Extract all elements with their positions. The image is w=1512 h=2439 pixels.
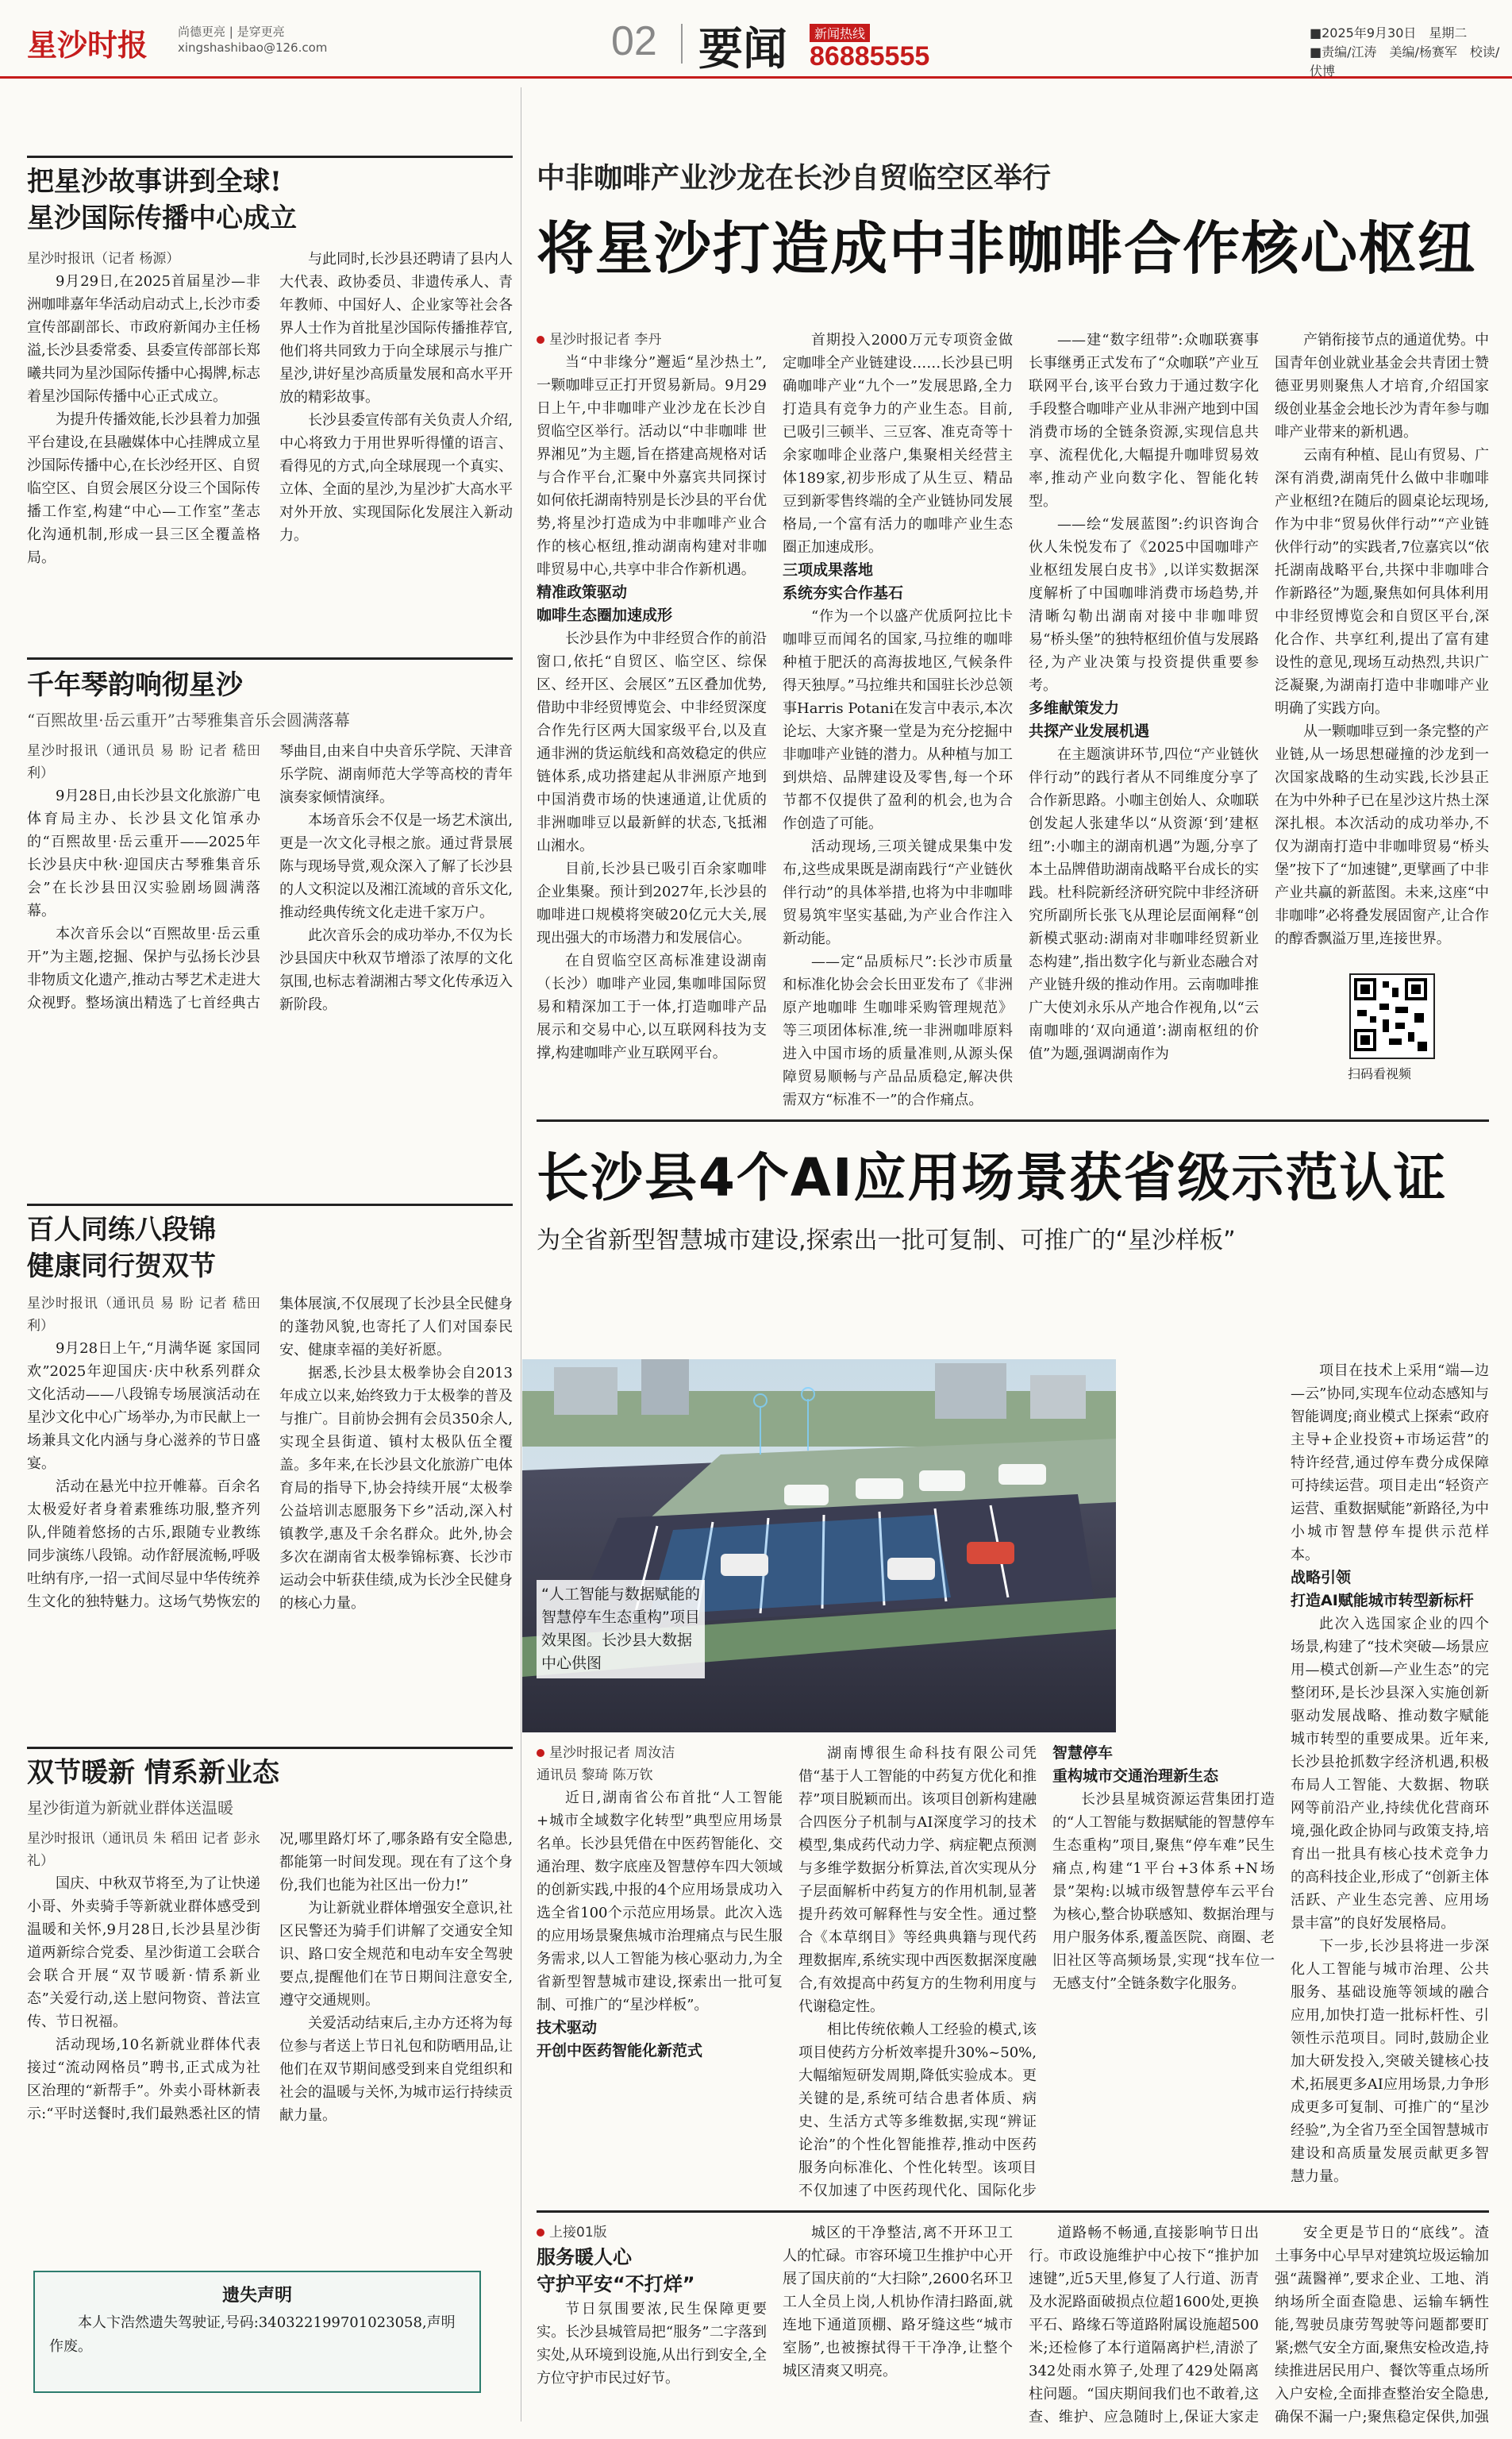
headline: 服务暖人心: [537, 2246, 632, 2268]
ai-column-2: [798, 1742, 1037, 2199]
divider: [681, 24, 683, 64]
headline: 健康同行贺双节: [27, 1250, 216, 1282]
paragraph: 活动现场,10名新就业群体代表接过“流动网格员”聘书,正式成为社区治理的“新帮手”。外卖小哥林新表示:“平时送餐时,我们最熟悉社区的情况,哪里路灯坏了,哪条路有安全隐患,都能第一时间发现。现在有了这个身份,我们也能为社区出一份力!”: [27, 1831, 513, 2122]
ai-column-1: [537, 1742, 783, 2199]
headline: 守护平安“不打烊”: [537, 2273, 695, 2295]
bullet-icon: [537, 1749, 544, 1757]
hotline-number: 86885555: [810, 41, 930, 71]
headline: 把星沙故事讲到全球!: [27, 166, 282, 198]
subhead: 共探产业发展机遇: [1029, 722, 1150, 740]
paragraph: 目前,长沙县已吸引百余家咖啡企业集聚。预计到2027年,长沙县的咖啡进口规模将突破20亿元大关,展现出强大的市场潜力和发展信心。: [537, 861, 767, 946]
section-title: 要闻: [698, 24, 787, 75]
paragraph: 9月28日上午,“月满华诞 家国同欢”2025年迎国庆·庆中秋系列群众文化活动——八段锦专场展演活动在星沙文化中心广场举办,为市民献上一场兼具文化内涵与身心滋养的节日盛宴。: [27, 1340, 260, 1472]
masthead-slogan: [178, 24, 327, 56]
subhead: 咖啡生态圈加速成形: [537, 607, 673, 624]
paragraph: 在自贸临空区高标准建设湖南（长沙）咖啡产业园,集咖啡国际贸易和精深加工于一体,打造咖啡产品展示和交易中心,以互联网科技为支撑,构建咖啡产业互联网平台。: [537, 953, 767, 1062]
hotline-label: 新闻热线: [810, 24, 870, 42]
paragraph: 为让新就业群体增强安全意识,社区民警还为骑手们讲解了交通安全知识、路口安全规范和电动车安全驾驶要点,提醒他们在节日期间注意安全,遵守交通规则。: [279, 1900, 513, 2009]
subhead: 精准政策驱动: [537, 584, 628, 601]
headline: 千年琴韵响彻星沙: [27, 669, 243, 701]
byline: 星沙时报讯（通讯员 易 盼 记者 嵇田利）: [27, 1296, 260, 1334]
paragraph: 相比传统依赖人工经验的模式,该项目使药方分析效率提升30%~50%,大幅缩短研发周期,降低实验成本。更关键的是,系统可结合患者体质、病史、生活方式等多维数据,实现“辨证论治”的个性化智能推荐,推动中医药服务向标准化、个性化转型。该项目不仅加速了中医药现代化、国际化步: [798, 2021, 1037, 2199]
article-body: [27, 1828, 513, 2280]
paragraph: 此次音乐会的成功举办,不仅为长沙县国庆中秋双节增添了浓厚的文化氛围,也标志着湖湘古琴文化传承迈入新阶段。: [279, 927, 513, 1013]
rule: [537, 1119, 1489, 1122]
notice-text: 本人卞浩然遗失驾驶证,号码:340322199701023058,声明作废。: [49, 2314, 456, 2355]
subhead: 重构城市交通治理新生态: [1052, 1767, 1219, 1785]
photo-caption: “人工智能与数据赋能的智慧停车生态重构”项目效果图。长沙县大数据中心供图: [537, 1580, 705, 1678]
subhead: 打造AI赋能城市转型新标杆: [1291, 1592, 1474, 1609]
headline: 百人同练八段锦: [27, 1214, 216, 1246]
rule: [27, 156, 513, 158]
paragraph: 长沙县委宣传部有关负责人介绍,中心将致力于用世界听得懂的语言、看得见的方式,向全球展现一个真实、立体、全面的星沙,为星沙扩大高水平对外开放、实现国际化发展注入新动力。: [279, 412, 513, 544]
paragraph: 产销衔接节点的通道优势。中国青年创业就业基金会共青团士赞德亚男则聚焦人才培育,介绍国家级创业基金会地长沙为青年参与咖啡产业带来的新机遇。: [1275, 332, 1489, 441]
subhead: 智慧停车: [1052, 1744, 1114, 1762]
bullet-icon: [537, 2229, 544, 2237]
paragraph: 活动在悬光中拉开帷幕。百余名太极爱好者身着素雅练功服,整齐列队,伴随着悠扬的古乐,跟随专业教练同步演练八段锦。动作舒展流畅,呼吸吐纳有序,一招一式间尽显中华传统养生文化的独特魅力。这场气势恢宏的集体展演,不仅展现了长沙县全民健身的蓬勃风貌,也寄托了人们对国泰民安、健康幸福的美好祈愿。: [27, 1296, 513, 1610]
rule: [27, 1747, 513, 1749]
paragraph: 长沙县星城资源运营集团打造的“人工智能与数据赋能的智慧停车生态重构”项目,聚焦“停车难”民生痛点,构建“1平台+3体系+N场景”架构:以城市级智慧停车云平台为核心,整合协联感知、数据治理与用户服务体系,覆盖医院、商圈、老旧社区等高频场景,实现“找车位一无感支付”全链条数字化服务。: [1052, 1791, 1275, 1992]
issue-date: ■2025年9月30日 星期二: [1310, 25, 1468, 40]
paragraph: 此次入选国家企业的四个场景,构建了“技术突破—场景应用—模式创新—产业生态”的完整闭环,是长沙县深入实施创新驱动发展战略、推动数字赋能城市转型的重要成果。近年来,长沙县抢抓数字经济机遇,积极布局人工智能、大数据、物联网等前沿产业,持续优化营商环境,强化政企协同与政策支持,培育出一批具有核心技术竞争力的高科技企业,形成了“创新主体活跃、产业生态完善、应用场景丰富”的良好发展格局。: [1291, 1616, 1489, 1932]
paragraph: 城区的干净整洁,离不开环卫工人的忙碌。市容环境卫生推护中心开展了国庆前的“大扫除”,2600名环卫工人全员上岗,人机协作清扫路面,就连地下通道顶棚、路牙缝这些“城市室肠”,也被擦拭得干干净净,让整个城区清爽又明亮。: [783, 2225, 1013, 2379]
headline: 双节暖新 情系新业态: [27, 1757, 279, 1789]
editor-credits: ■责编/江涛 美编/杨赛军 校读/伏博: [1310, 44, 1500, 79]
qr-code-icon: [1351, 975, 1430, 1054]
masthead: [0, 0, 1512, 79]
lost-notice: [33, 2271, 481, 2393]
paragraph: ——定“品质标尺”:长沙市质量和标准化协会会长田亚发布了《非洲原产地咖啡 生咖啡采购管理规范》等三项团体标准,统一非洲咖啡原料进入中国市场的质量准则,从源头保障贸易顺畅与产品品质稳定,解决供需双方“标准不一”的合作痛点。: [783, 954, 1013, 1107]
paragraph: 与此同时,长沙县还聘请了县内人大代表、政协委员、非遗传承人、青年教师、中国好人、企业家等社会各界人士作为首批星沙国际传播推荐官,他们将共同致力于向全球展示与推广星沙,讲好星沙高质量发展和高水平开放的精彩故事。: [279, 251, 513, 406]
paragraph: 安全更是节日的“底线”。渣土事务中心早早对建筑垃圾运输加强“蔬醫禅”,要求企业、工地、消纳场所全面查隐患、运输车辆性能,驾驶员康劳驾驶等问题都要盯紧;燃气安全方面,聚焦安检改造,持续推进居民用户、餐饮等重点场所入户安检,全面排查整治安全隐患,确保不漏一户;聚焦稳定保供,加强: [1275, 2225, 1489, 2426]
cont-column-4: [1275, 2221, 1489, 2431]
ai-subheadline: 为全省新型智慧城市建设,探索出一批可复制、可推广的“星沙样板”: [537, 1227, 1236, 1254]
byline: 通讯员 黎琦 陈万钦: [537, 1767, 653, 1783]
qr-caption: 扫码看视频: [1348, 1066, 1412, 1081]
paragraph: 在主题演讲环节,四位“产业链伙伴行动”的践行者从不同维度分享了合作新思路。小咖主创始人、众咖联创发起人张建华以“从资源‘到’建枢纽”:小咖主的湖南机遇”为题,分享了本土品牌借助湖南战略平台成长的实践。杜科院新经济研究院中非经济研究所副所长张飞从理论层面阐释“创新模式驱动:湖南对非咖啡经贸新业态构建”,指出数字化与新业态融合对产业链升级的推动作用。云南咖啡推广大使刘永乐从产地合作视角,以“云南咖啡的‘双向通道’:湖南枢纽的价值”为题,强调湖南作为: [1029, 746, 1259, 1062]
byline: [537, 329, 767, 351]
qr-code[interactable]: [1349, 973, 1435, 1059]
cont-column-2: [783, 2221, 1013, 2431]
lead-column-2: [783, 329, 1013, 1107]
lead-column-4: [1275, 329, 1489, 964]
paragraph: 道路畅不畅通,直接影响节日出行。市政设施维护中心按下“推护加速键”,近5天里,修复了人行道、沥青及水泥路面破损点位超1600处,更换平石、路缘石等道路附属设施超500米;还检修了本行道隔离护栏,清淤了342处雨水箅子,处理了429处隔离柱问题。“国庆期间我们也不敢着,这查、维护、应急随时上,保证大家走: [1029, 2225, 1259, 2426]
jump-line: [537, 2221, 767, 2244]
paragraph: 下一步,长沙县将进一步深化人工智能与城市治理、公共服务、基础设施等领域的融合应用,加快打造一批标杆性、引领性示范项目。同时,鼓励企业加大研发投入,突破关键核心技术,拓展更多AI应用场景,力争形成更多可复制、可推广的“星沙经验”,为全省乃至全国智慧城市建设和高质量发展贡献更多智慧力量。: [1291, 1938, 1489, 2185]
subhead: 三项成果落地: [783, 561, 874, 579]
story-baduanjin: [27, 1212, 513, 1721]
article-body: [27, 1293, 513, 1721]
cont-column-3: [1029, 2221, 1259, 2431]
ai-column-3: [1052, 1742, 1275, 2199]
paragraph: 长沙县作为中非经贸合作的前沿窗口,依托“自贸区、临空区、综保区、经开区、会展区”五区叠加优势,借助中非经贸博览会、中非经贸深度合作先行区两大国家级平台,以及直通非洲的货运航线和高效稳定的供应链体系,成功搭建起从非洲原产地到中国消费市场的快速通道,让优质的非洲咖啡豆以最新鲜的状态,飞抵湘山湘水。: [537, 630, 767, 854]
paragraph: 9月28日,由长沙县文化旅游广电体育局主办、长沙县文化馆承办的“百煕故里·岳云重开——2025年长沙县庆中秋·迎国庆古琴雅集音乐会”在长沙县田汉实验剧场圆满落幕。: [27, 788, 260, 919]
lead-story-header: [537, 156, 1489, 285]
lead-column-1: [537, 329, 767, 1107]
paragraph: 近日,湖南省公布首批“人工智能+城市全域数字化转型”典型应用场景名单。长沙县凭借在中医药智能化、交通治理、数字底座及智慧停车四大领域的创新实践,中报的4个应用场景成功入选全省100个示范应用场景。此次入选的应用场景聚焦城市治理痛点与民生服务需求,以人工智能为核心驱动力,为全省新型智慧城市建设,探索出一批可复制、可推广的“星沙样板”。: [537, 1790, 783, 2013]
paragraph: 为提升传播效能,长沙县着力加强平台建设,在县融媒体中心挂牌成立星沙国际传播中心,在长沙经开区、自贸临空区、自贸会展区分设三个国际传播工作室,构建“中心—工作室”垄志化沟通机制,形成一县三区全覆盖格局。: [27, 411, 260, 566]
jump-text: 上接01版: [549, 2225, 607, 2241]
paragraph: 本次音乐会以“百煕故里·岳云重开”为主题,挖掘、保护与弘扬长沙县非物质文化遗产,推动古琴艺术走进大众视野。整场演出精选了七首经典古琴曲目,由来自中央音乐学院、天津音乐学院、湖南师范大学等高校的青年演奏家倾情演绎。: [27, 743, 513, 1011]
ai-story-header: [537, 1135, 1489, 1255]
kicker: 中非咖啡产业沙龙在长沙自贸临空区举行: [537, 162, 1052, 195]
subhead: 多维献策发力: [1029, 699, 1120, 717]
subhead: 战略引领: [1291, 1569, 1352, 1586]
paragraph: 云南有种植、昆山有贸易、广深有消费,湖南凭什么做中非咖啡产业枢纽?在随后的圆桌论坛现场,作为中非“贸易伙伴行动”“产业链伙伴行动”的实践者,7位嘉宾以“依托湖南战略平台,共探中非咖啡合作新路径”为题,聚焦如何具体利用中非经贸博览会和自贸区平台,深化合作、共享红利,提出了富有建设性的意见,现场互动热烈,共识广泛凝聚,为湖南打造中非咖啡产业明确了实践方向。: [1275, 447, 1489, 717]
story-guqin-concert: [27, 667, 513, 1185]
newspaper-logo: 星沙时报: [27, 27, 148, 63]
paragraph: 9月29日,在2025首届星沙—非洲咖啡嘉年华活动启动式上,长沙市委宣传部副部长、市政府新闻办主任杨溢,长沙县委常委、县委宣传部部长郑曦共同为星沙国际传播中心揭牌,标志着星沙国际传播中心正式成立。: [27, 273, 260, 405]
paragraph: 活动现场,三项关键成果集中发布,这些成果既是湖南践行“产业链伙伴行动”的具体举措,也将为中非咖啡贸易筑牢坚实基础,为产业合作注入新动能。: [783, 838, 1013, 947]
story-new-employment: [27, 1755, 513, 2280]
paragraph: 据悉,长沙县太极拳协会自2013年成立以来,始终致力于太极拳的普及与推广。目前协会拥有会员350余人,实现全县街道、镇村太极队伍全覆盖。多年来,在长沙县文化旅游广电体育局的指导下,协会持续开展“太极拳公益培训志愿服务下乡”活动,深入村镇教学,惠及千余名群众。此外,协会多次在湖南省太极拳锦标赛、长沙市运动会中斩获佳绩,成为长沙全民健身的核心力量。: [279, 1365, 513, 1612]
slogan-line: 尚德更亮 | 是穿更亮: [178, 25, 285, 39]
contact-email: xingshashibao@126.com: [178, 40, 328, 55]
byline: 星沙时报讯（记者 杨源）: [27, 251, 180, 267]
paragraph: 从一颗咖啡豆到一条完整的产业链,从一场思想碰撞的沙龙到一次国家战略的生动实践,长沙县正在为中外种子已在星沙这片热土深深扎根。本次活动的成功举办,不仅为湖南打造中非咖啡贸易“桥头堡”按下了“加速键”,更擘画了中非产业共赢的新蓝图。未来,这座“中非咖啡”必将叠发展固窗产,让合作的醇香飘溢万里,连接世界。: [1275, 723, 1489, 947]
paragraph: ——建“数字纽带”:众咖联赛事长事继勇正式发布了“众咖联”产业互联网平台,该平台致力于通过数字化手段整合咖啡产业从非洲产地到中国消费市场的全链条资源,实现信息共享、流程优化,大幅提升咖啡贸易效率,推动产业向数字化、智能化转型。: [1029, 332, 1259, 510]
headline: 星沙国际传播中心成立: [27, 202, 297, 234]
subhead: 系统夯实合作基石: [783, 584, 904, 602]
rule: [27, 1204, 513, 1206]
dateline: [1310, 24, 1512, 81]
ai-headline: 长沙县4个AI应用场景获省级示范认证: [537, 1147, 1448, 1208]
paragraph: 当“中非缘分”邂逅“星沙热土”,一颗咖啡豆正打开贸易新局。9月29日上午,中非咖啡产业沙龙在长沙自贸临空区举行。活动以“中非咖啡 世界湘见”为主题,旨在搭建高规格对话与合作平台,汇聚中外嘉宾共同探讨如何依托湖南特别是长沙县的平台优势,将星沙打造成为中非咖啡产业合作的核心枢纽,推动湖南构建对非咖啡贸易中心,共享中非合作新机遇。: [537, 354, 767, 578]
paragraph: 首期投入2000万元专项资金做定咖啡全产业链建设……长沙县已明确咖啡产业“九个一”发展思路,全力打造具有竞争力的产业生态。目前,已吸引三顿半、三豆客、准克奇等十余家咖啡企业落户,集聚相关经营主体189家,初步形成了从生豆、精品豆到新零售终端的全产业链协同发展格局,一个富有活力的咖啡产业生态圈正加速成形。: [783, 332, 1013, 556]
cont-column-1: [537, 2221, 767, 2431]
bullet-icon: [537, 336, 544, 344]
rule: [537, 2210, 1489, 2213]
paragraph: 本场音乐会不仅是一场艺术演出,更是一次文化寻根之旅。通过背景展陈与现场导赏,观众深入了解了长沙县的人文积淀以及湘江流域的音乐文化,推动经典传统文化走进千家万户。: [279, 812, 513, 921]
paragraph: ——绘“发展蓝图”:约识咨询合伙人朱悦发布了《2025中国咖啡产业枢纽发展白皮书》,以详实数据深度解析了中国咖啡消费市场趋势,并清晰勾勒出湖南对接中非咖啡贸易“桥头堡”的独特枢纽价值与发展路径,为产业决策与投资提供重要参考。: [1029, 516, 1259, 694]
page-number: 02: [611, 18, 657, 64]
rule: [27, 657, 513, 660]
article-body: [27, 740, 513, 1185]
byline: 星沙时报讯（通讯员 朱 稻田 记者 彭永礼）: [27, 1831, 260, 1869]
subheadline: 星沙街道为新就业群体送温暖: [27, 1798, 233, 1817]
byline: [537, 1742, 783, 1764]
paragraph: 国庆、中秋双节将至,为了让快递小哥、外卖骑手等新就业群体感受到温暖和关怀,9月28日,长沙县星沙街道两新综合党委、星沙街道工会联合会联合开展“双节暖新·情系新业态”关爱行动,送上慰问物资、普法宣传、节日祝福。: [27, 1875, 260, 2030]
story-international-center: [27, 164, 513, 653]
byline: 星沙时报讯（通讯员 易 盼 记者 嵇田利）: [27, 743, 260, 781]
paragraph: 湖南博很生命科技有限公司凭借“基于人工智能的中药复方优化和推荐”项目脱颖而出。该项目创新构建融合四医分子机制与AI深度学习的技术模型,集成药代动力学、病症靶点预测与多维学数据分析算法,首次实现从分子层面解析中药复方的作用机制,显著提升药效可解释性与安全性。通过整合《本草纲目》等经典典籍与现代药理数据库,系统实现中西医数据深度融合,有效提高中药复方的生物利用度与代谢稳定性。: [798, 1745, 1037, 2015]
article-body: [27, 248, 513, 653]
byline-text: 星沙时报记者 李丹: [549, 332, 662, 348]
subheadline: “百煕故里·岳云重开”古琴雅集音乐会圆满落幕: [27, 711, 350, 730]
ai-column-4: [1291, 1359, 1489, 2199]
paragraph: 关爱活动结束后,主办方还将为每位参与者送上节日礼包和防晒用品,让他们在双节期间感受到来自党组织和社会的温暖与关怀,为城市运行持续贡献力量。: [279, 2015, 513, 2124]
lead-headline: 将星沙打造成中非咖啡合作核心枢纽: [537, 215, 1477, 282]
subhead: 开创中医药智能化新范式: [537, 2042, 703, 2059]
notice-title: 遗失声明: [221, 2286, 292, 2306]
lead-column-3: [1029, 329, 1259, 1107]
byline-text: 星沙时报记者 周汝洁: [549, 1745, 675, 1761]
paragraph: 节日氛围要浓,民生保障更要实。长沙县城管局把“服务”二字落到实处,从环境到设施,从出行到安全,全方位守护市民过好节。: [537, 2301, 767, 2387]
paragraph: “作为一个以盛产优质阿拉比卡咖啡豆而闻名的国家,马拉维的咖啡种植于肥沃的高海拔地区,气候条件得天独厚。”马拉维共和国驻长沙总领事Harris Potani在发言中表示,本次论坛、大家齐聚一堂是为充分挖掘中非咖啡产业链的潜力。从种植与加工到烘焙、品牌建设及零售,每一个环节都不仅提供了盈利的机会,也为合作创造了可能。: [783, 608, 1013, 832]
paragraph: 项目在技术上采用“端—边—云”协同,实现车位动态感知与智能调度;商业模式上探索“政府主导+企业投资+市场运营”的特许经营,通过停车费分成保障可持续运营。项目走出“轻资产运营、重数据赋能”新路径,为中小城市智慧停车提供示范样本。: [1291, 1362, 1489, 1563]
subhead: 技术驱动: [537, 2019, 598, 2036]
